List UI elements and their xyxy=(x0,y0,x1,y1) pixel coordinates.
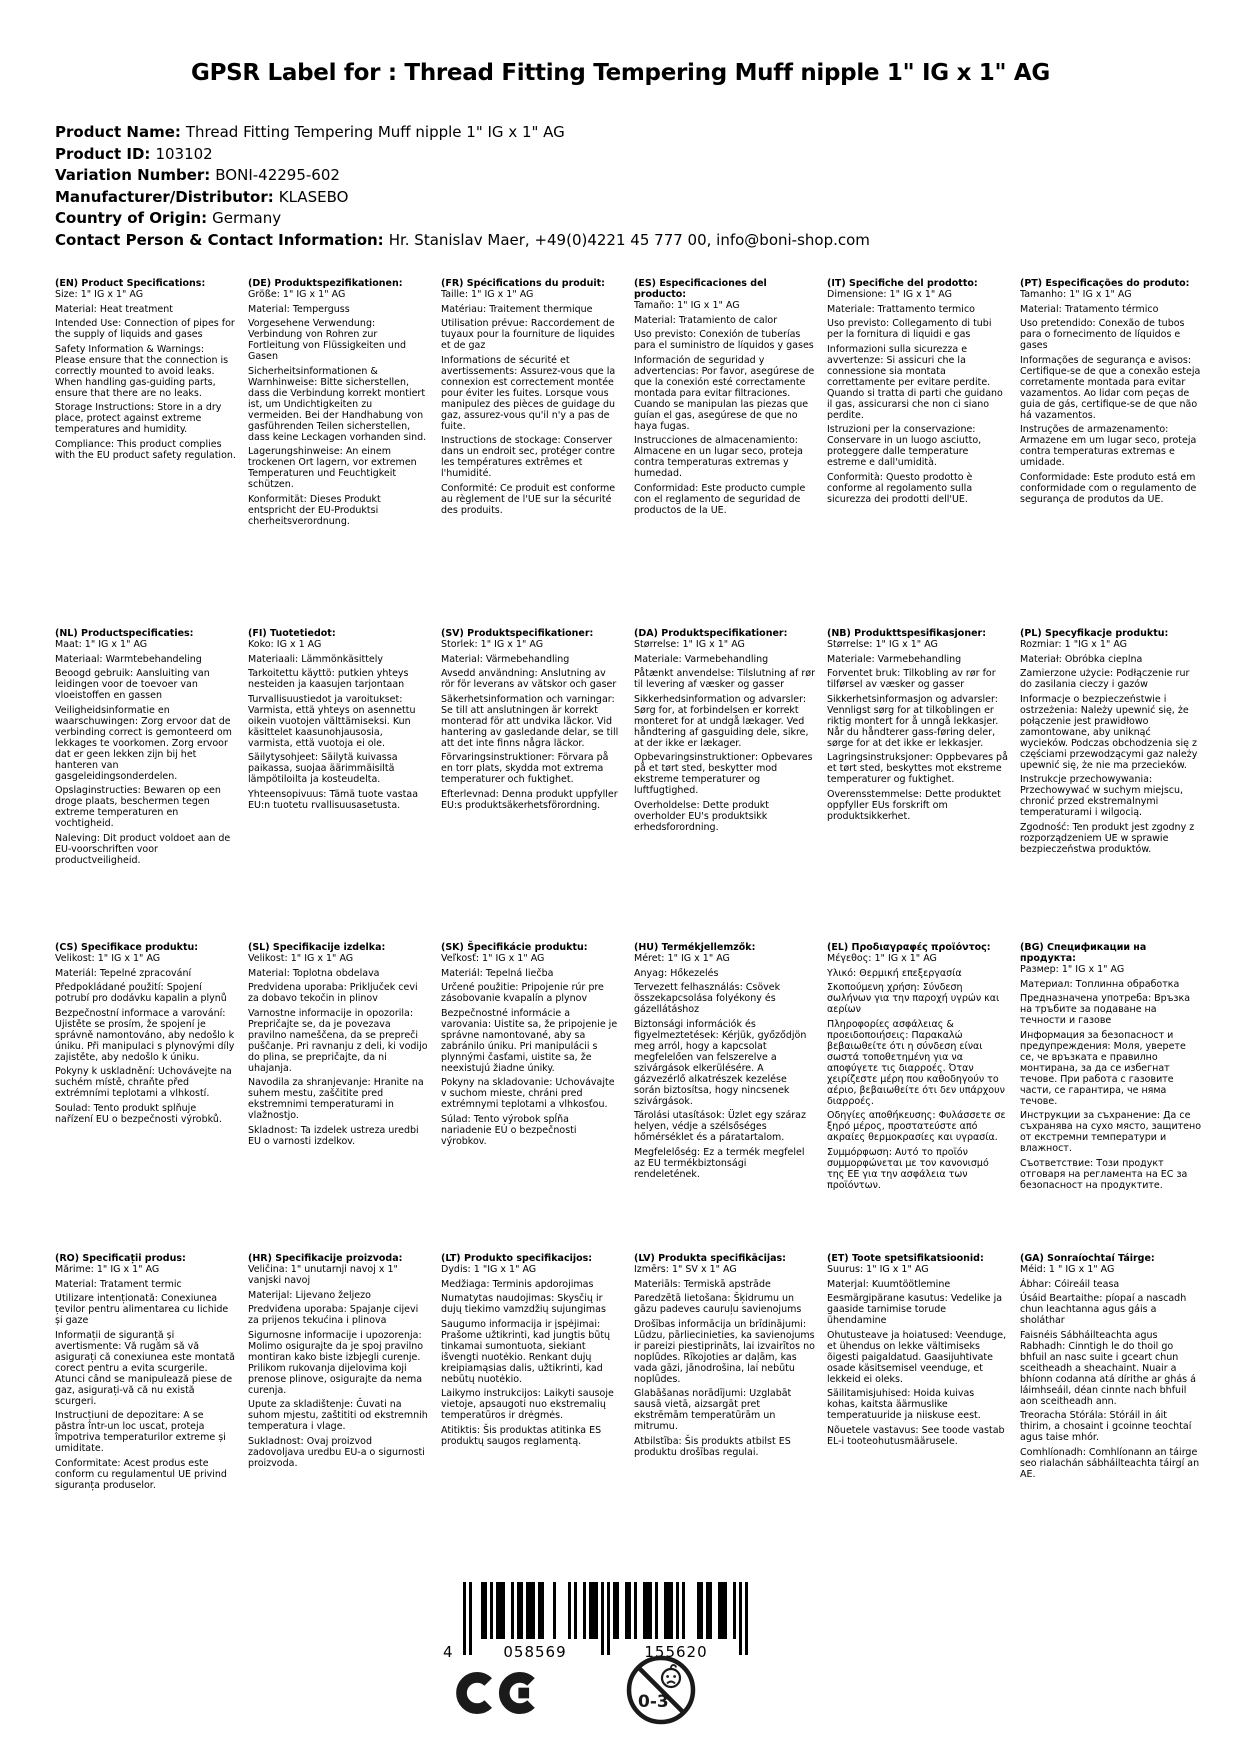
spec-block-title: (SK) Špecifikácie produktu: xyxy=(441,942,588,953)
spec-paragraph: Conformità: Questo prodotto è conforme al regolamento sulla sicurezza dei prodotti dell'UE. xyxy=(827,471,973,505)
info-label: Contact Person & Contact Information: xyxy=(55,230,384,249)
info-value: KLASEBO xyxy=(278,187,349,206)
spec-paragraph: Nõuetele vastavus: See toode vastab EL-i tooteohutusmäärusele. xyxy=(827,1424,1005,1447)
spec-paragraph: Предназначена употреба: Връзка на тръбите за подаване на течности и газове xyxy=(1020,993,1191,1026)
spec-paragraph: Sikkerhetsinformasjon og advarsler: Vennligst sørg for at tilkoblingen er riktig montert for å unngå lekkasjer. Når du håndterer gass-føring deler, sørge for at det ikke er lekkasjer. xyxy=(827,693,999,749)
spec-paragraph: Инструкции за съхранение: Да се съхранява на сухо място, защитено от екстремни температури и влажност. xyxy=(1020,1110,1202,1154)
spec-paragraph: Instruções de armazenamento: Armazene em um lugar seco, proteja contra temperaturas extremas e umidade. xyxy=(1020,424,1197,468)
spec-paragraph: Naleving: Dit product voldoet aan de EU-voorschriften voor productveiligheid. xyxy=(55,832,231,866)
spec-paragraph: Méret: 1" IG x 1" AG xyxy=(634,953,730,964)
spec-paragraph: Suurus: 1" IG x 1" AG xyxy=(827,1264,929,1275)
spec-paragraph: Paredzētā lietošana: Šķidrumu un gāzu padeves cauruļu savienojums xyxy=(634,1293,802,1315)
spec-paragraph: Yhteensopivuus: Tämä tuote vastaa EU:n tuotetu rvallisuusasetusta. xyxy=(248,788,419,811)
spec-block-pl xyxy=(1020,628,1201,942)
spec-paragraph: Glabāšanas norādījumi: Uzglabāt sausā vietā, aizsargāt pret ekstrēmām temperatūrām un mitrumu. xyxy=(634,1388,792,1432)
spec-paragraph: Veiligheidsinformatie en waarschuwingen: Zorg ervoor dat de verbinding correct is gemonteerd om lekkages te voorkomen. Zorg ervoor dat er geen lekken zijn bij het hanteren van gasgeleidingsonderdelen. xyxy=(55,704,232,782)
spec-paragraph: Overholdelse: Dette produkt overholder EU's produktsikk erhedsforordning. xyxy=(634,799,769,833)
spec-block-it xyxy=(827,278,1008,628)
spec-paragraph: Safety Information & Warnings: Please ensure that the connection is correctly mounted to avoid leaks. When handling gas-guiding parts, ensure that there are no leaks. xyxy=(55,343,229,399)
spec-paragraph: Taille: 1" IG x 1" AG xyxy=(441,289,534,300)
barcode-digit-first: 4 xyxy=(443,1643,453,1661)
spec-block-de xyxy=(248,278,429,628)
spec-paragraph: Instructions de stockage: Conserver dans un endroit sec, protéger contre les températures extrêmes et l'humidité. xyxy=(441,435,615,479)
spec-block-hr xyxy=(248,1253,429,1494)
spec-block-bg xyxy=(1020,942,1201,1253)
spec-paragraph: Tamaño: 1" IG x 1" AG xyxy=(634,300,740,311)
spec-paragraph: Eesmärgipärane kasutus: Vedelike ja gaaside tarnimise torude ühendamine xyxy=(827,1293,1003,1326)
spec-paragraph: Размер: 1" IG x 1" AG xyxy=(1020,964,1125,975)
spec-block-title: (LV) Produkta specifikācijas: xyxy=(634,1253,786,1264)
spec-paragraph: Koko: IG x 1 AG xyxy=(248,639,322,650)
spec-paragraph: Laikymo instrukcijos: Laikyti sausoje vietoje, apsaugoti nuo ekstremalių temperatūros ir drėgmės. xyxy=(441,1388,614,1421)
spec-paragraph: Opslaginstructies: Bewaren op een droge plaats, beschermen tegen extreme temperaturen en vochtigheid. xyxy=(55,785,221,829)
spec-block-nl xyxy=(55,628,236,942)
spec-paragraph: Comhlíonadh: Comhlíonann an táirge seo rialachán sábháilteachta táirgí an AE. xyxy=(1020,1446,1200,1480)
spec-paragraph: Материал: Топлинна обработка xyxy=(1020,978,1180,990)
spec-paragraph: Forventet bruk: Tilkobling av rør for tilførsel av væsker og gasser xyxy=(827,668,996,690)
product-id-line xyxy=(55,144,870,166)
spec-block-title: (PT) Especificações do produto: xyxy=(1020,278,1190,289)
spec-paragraph: Soulad: Tento produkt splňuje nařízení EU o bezpečnosti výrobků. xyxy=(55,1102,222,1125)
spec-block-fr xyxy=(441,278,622,628)
spec-block-title: (CS) Specifikace produktu: xyxy=(55,942,199,953)
spec-paragraph: Súlad: Tento výrobok spĺňa nariadenie EÚ o bezpečnosti výrobkov. xyxy=(441,1113,577,1147)
spec-block-sv xyxy=(441,628,622,942)
spec-block-title: (RO) Specificații produs: xyxy=(55,1253,186,1264)
spec-block-title: (GA) Sonraíochtaí Táirge: xyxy=(1020,1253,1155,1264)
age-warning-text: 0-3 xyxy=(638,1692,669,1712)
spec-paragraph: Materiale: Varmebehandling xyxy=(634,653,769,665)
spec-paragraph: Instrucciones de almacenamiento: Almacene en un lugar seco, proteja contra temperaturas extremas y humedad. xyxy=(634,435,803,479)
spec-block-title: (HU) Termékjellemzők: xyxy=(634,942,756,953)
spec-paragraph: Informații de siguranță și avertismente: Vă rugăm să vă asigurați că conexiunea este montată corect pentru a evita scurgerile. Atunci când se manipulează piese de gaz, asigurați-vă că nu există scurgeri. xyxy=(55,1329,235,1407)
spec-paragraph: Conformidad: Este producto cumple con el reglamento de seguridad de productos de la UE. xyxy=(634,482,806,516)
spec-paragraph: Dimensione: 1" IG x 1" AG xyxy=(827,289,952,300)
spec-paragraph: Predvidena uporaba: Priključek cevi za dobavo tekočin in plinov xyxy=(248,982,418,1004)
spec-paragraph: Veličina: 1" unutarnji navoj x 1" vanjski navoj xyxy=(248,1264,398,1286)
spec-block-es xyxy=(634,278,815,628)
spec-paragraph: Informações de segurança e avisos: Certifique-se de que a conexão esteja corretamente montada para evitar vazamentos. Ao lidar com peças de guia de gás, certifique-se de que não há vazamentos. xyxy=(1020,354,1201,421)
spec-paragraph: Påtænkt anvendelse: Tilslutning af rør til levering af væsker og gasser xyxy=(634,668,815,690)
spec-paragraph: Materiaali: Lämmönkäsittely xyxy=(248,653,384,665)
baby-face-icon xyxy=(662,1665,680,1687)
spec-paragraph: Utilisation prévue: Raccordement de tuyaux pour la fourniture de liquides et de gaz xyxy=(441,318,615,351)
spec-paragraph: Sikkerhedsinformation og advarsler: Sørg for, at forbindelsen er korrekt monteret for at undgå lækager. Ved håndtering af gasguiding dele, sikre, at der ikke er lækager. xyxy=(634,693,809,749)
spec-paragraph: Ohutusteave ja hoiatused: Veenduge, et ühendus on lekke vältimiseks õigesti paigaldatud. Gaasijuhtivate osade käsitsemisel veenduge, et lekkeid ei oleks. xyxy=(827,1329,1007,1385)
spec-paragraph: Material: Tratamiento de calor xyxy=(634,314,778,326)
spec-paragraph: Upute za skladištenje: Čuvati na suhom mjestu, zaštititi od ekstremnih temperatura i vlage. xyxy=(248,1399,428,1432)
spec-paragraph: Megfelelőség: Ez a termék megfelel az EU termékbiztonsági rendeletének. xyxy=(634,1146,805,1180)
spec-paragraph: Conformité: Ce produit est conforme au règlement de l'UE sur la sécurité des produits. xyxy=(441,482,616,516)
spec-block-en xyxy=(55,278,236,628)
spec-paragraph: Bezpečnostní informace a varování: Ujistěte se prosím, že spojení je správně namontováno, aby nedošlo k úniku. Při manipulaci s plynovými díly zajistěte, aby nedošlo k úniku. xyxy=(55,1007,235,1063)
info-label: Variation Number: xyxy=(55,166,211,184)
spec-paragraph: Uso previsto: Collegamento di tubi per la fornitura di liquidi e gas xyxy=(827,318,992,340)
product-info xyxy=(55,122,870,251)
spec-paragraph: Navodila za shranjevanje: Hranite na suhem mestu, zaščitite pred ekstremnimi temperaturami in vlažnostjo. xyxy=(248,1077,424,1121)
spec-paragraph: Sigurnosne informacije i upozorenja: Molimo osigurajte da je spoj pravilno montiran kako biste izbjegli curenje. Prilikom rukovanja dijelovima koji prenose plinove, osigurajte da nema curenja. xyxy=(248,1329,424,1396)
spec-paragraph: Säkerhetsinformation och varningar: Se till att anslutningen är korrekt monterad för att undvika läckor. Vid hantering av gasledande delar, se till att det inte finns några läckor. xyxy=(441,693,619,749)
spec-paragraph: Bezpečnostné informácie a varovania: Uistite sa, že pripojenie je správne namontované, aby sa zabránilo úniku. Pri manipulácii s plynnými časťami, uistite sa, že neexistujú žiadne úniky. xyxy=(441,1007,618,1074)
spec-paragraph: Pokyny k uskladnění: Uchovávejte na suchém místě, chraňte před extrémními teplotami a vlhkostí. xyxy=(55,1066,232,1099)
spec-paragraph: Säilitamisjuhised: Hoida kuivas kohas, kaitsta äärmuslike temperatuuride ja niiskuse eest. xyxy=(827,1388,981,1421)
spec-block-title: (EL) Προδιαγραφές προϊόντος: xyxy=(827,942,991,953)
spec-block-da xyxy=(634,628,815,942)
spec-paragraph: Tervezett felhasználás: Csövek összekapcsolása folyékony és gázellátáshoz xyxy=(634,982,781,1015)
spec-paragraph: Tárolási utasítások: Üzlet egy száraz helyen, védje a szélsőséges hőmérséklet és a páratartalom. xyxy=(634,1110,806,1143)
info-label: Product ID: xyxy=(55,144,151,163)
spec-paragraph: Instrucțiuni de depozitare: A se păstra într-un loc uscat, proteja împotriva temperaturilor extreme și umiditate. xyxy=(55,1410,226,1454)
spec-block-title: (EN) Product Specifications: xyxy=(55,278,206,289)
spec-paragraph: Informations de sécurité et avertissements: Assurez-vous que la connexion est correctement montée pour éviter les fuites. Lorsque vous manipulez des pièces de guidage du gaz, assurez-vous qu'il n'y a pas de fuite. xyxy=(441,354,616,432)
spec-paragraph: Matériau: Traitement thermique xyxy=(441,303,593,315)
spec-paragraph: Úsáid Beartaithe: píopaí a nascadh chun leachtanna agus gáis a sholáthar xyxy=(1020,1293,1187,1326)
barcode-digits-left: 058569 xyxy=(503,1643,567,1661)
spec-paragraph: Určené použitie: Pripojenie rúr pre zásobovanie kvapalín a plynov xyxy=(441,982,604,1004)
spec-block-title: (NB) Produkttspesifikasjoner: xyxy=(827,628,987,639)
spec-paragraph: Storlek: 1" IG x 1" AG xyxy=(441,639,544,650)
spec-paragraph: Materiale: Varmebehandling xyxy=(827,653,962,665)
spec-paragraph: Tarkoitettu käyttö: putkien yhteys nesteiden ja kaasujen tarjontaan xyxy=(248,668,409,690)
spec-paragraph: Materiál: Tepelná liečba xyxy=(441,967,554,979)
spec-paragraph: Anyag: Hőkezelés xyxy=(634,967,719,979)
spec-paragraph: Zamierzone użycie: Podłączenie rur do zasilania cieczy i gazów xyxy=(1020,668,1190,690)
spec-paragraph: Intended Use: Connection of pipes for the supply of liquids and gases xyxy=(55,318,235,340)
spec-paragraph: Størrelse: 1" IG x 1" AG xyxy=(634,639,745,650)
spec-block-nb xyxy=(827,628,1008,942)
spec-paragraph: Istruzioni per la conservazione: Conservare in un luogo asciutto, proteggere dalle temperature estreme e dall'umidità. xyxy=(827,424,982,468)
spec-block-sk xyxy=(441,942,622,1253)
spec-paragraph: Sicherheitsinformationen & Warnhinweise: Bitte sicherstellen, dass die Verbindung korrekt montiert ist, um Undichtigkeiten zu vermeiden. Bei der Handhabung von gasführenden Teilen sicherstellen, dass keine Leckagen vorhanden sind. xyxy=(248,365,427,443)
spec-paragraph: Dydis: 1 "IG x 1" AG xyxy=(441,1264,537,1275)
spec-paragraph: Treoracha Stórála: Stóráil in áit thirim, a chosaint i gcoinne teochtaí agus taise mhór. xyxy=(1020,1410,1192,1443)
spec-paragraph: Overensstemmelse: Dette produktet oppfyller EUs forskrift om produktsikkerhet. xyxy=(827,788,1001,822)
spec-paragraph: Biztonsági információk és figyelmeztetések: Kérjük, győződjön meg arról, hogy a kapcsolat megfelelően van felszerelve a szivárgások elkerülésére. A gázvezérlő alkatrészek kezelése során biztosítsa, hogy nincsenek szivárgások. xyxy=(634,1018,807,1107)
spec-paragraph: Beoogd gebruik: Aansluiting van leidingen voor de toevoer van vloeistoffen en gassen xyxy=(55,668,210,701)
spec-block-title: (PL) Specyfikacje produktu: xyxy=(1020,628,1169,639)
spec-paragraph: Materjal: Kuumtöötlemine xyxy=(827,1278,951,1290)
spec-paragraph: Méid: 1 " IG x 1" AG xyxy=(1020,1264,1115,1275)
spec-block-fi xyxy=(248,628,429,942)
spec-block-title: (ET) Toote spetsifikatsioonid: xyxy=(827,1253,984,1264)
spec-paragraph: Informazioni sulla sicurezza e avvertenze: Si assicuri che la connessione sia montata correttamente per evitare perdite. Quando si tratta di parti che guidano il gas, assicurarsi che non ci siano perdite. xyxy=(827,343,1003,421)
spec-paragraph: Rozmiar: 1 "IG x 1" AG xyxy=(1020,639,1128,650)
spec-block-et xyxy=(827,1253,1008,1494)
spec-paragraph: Förvaringsinstruktioner: Förvara på en torr plats, skydda mot extrema temperaturer och fuktighet. xyxy=(441,752,609,785)
spec-paragraph: Opbevaringsinstruktioner: Opbevares på et tørt sted, beskytter mod ekstreme temperaturer og luftfugtighed. xyxy=(634,752,813,796)
spec-paragraph: Informacje o bezpieczeństwie i ostrzeżenia: Należy upewnić się, że połączenie jest prawidłowo zamontowane, aby uniknąć wycieków. Podczas obchodzenia się z częściami przewodzącymi gaz należy upewnić się, że nie ma przecieków. xyxy=(1020,693,1198,771)
spec-paragraph: Materiaal: Warmtebehandeling xyxy=(55,653,202,665)
spec-paragraph: Πληροφορίες ασφάλειας & προειδοποιήσεις: Παρακαλώ βεβαιωθείτε ότι η σύνδεση είναι σωστά τοποθετημένη για να αποφύγετε τις διαρροές. Όταν χειρίζεστε μέρη που καθοδηγούν το αέριο, βεβαιωθείτε ότι δεν υπάρχουν διαρροές. xyxy=(827,1018,1005,1107)
spec-paragraph: Säilytysohjeet: Säilytä kuivassa paikassa, suojaa äärimmäisiltä lämpötiloilta ja kosteudelta. xyxy=(248,752,398,785)
spec-block-title: (NL) Productspecificaties: xyxy=(55,628,194,639)
info-label: Product Name: xyxy=(55,123,181,141)
spec-paragraph: Size: 1" IG x 1" AG xyxy=(55,289,144,300)
info-value: Germany xyxy=(212,209,282,227)
spec-paragraph: Atitiktis: Šis produktas atitinka ES produktų saugos reglamentą. xyxy=(441,1424,602,1447)
spec-paragraph: Atbilstība: Šis produkts atbilst ES produktu drošības regulai. xyxy=(634,1435,791,1458)
info-label: Manufacturer/Distributor: xyxy=(55,187,274,206)
spec-paragraph: Avsedd användning: Anslutning av rör för leverans av vätskor och gaser xyxy=(441,668,617,690)
spec-paragraph: Οδηγίες αποθήκευσης: Φυλάσσετε σε ξηρό μέρος, προστατεύστε από ακραίες θερμοκρασίες και υγρασία. xyxy=(827,1110,1006,1143)
spec-paragraph: Ábhar: Cóireáil teasa xyxy=(1020,1278,1120,1290)
spec-paragraph: Material: Heat treatment xyxy=(55,303,174,315)
spec-block-title: (SV) Produktspecifikationer: xyxy=(441,628,594,639)
age-warning-0-3-icon xyxy=(625,1654,697,1730)
country-of-origin-line xyxy=(55,208,870,230)
ce-mark-icon xyxy=(455,1662,539,1728)
spec-block-lv xyxy=(634,1253,815,1494)
spec-block-title: (LT) Produkto specifikacijos: xyxy=(441,1253,593,1264)
spec-paragraph: Velikost: 1" IG x 1" AG xyxy=(55,953,161,964)
spec-paragraph: Material: Toplotna obdelava xyxy=(248,967,380,979)
spec-paragraph: Información de seguridad y advertencias: Por favor, asegúrese de que la conexión esté correctamente montada para evitar filtraciones. Cuando se manipulan las piezas que guían el gas, asegúrese de que no haya fugas. xyxy=(634,354,815,432)
spec-block-el xyxy=(827,942,1008,1253)
spec-paragraph: Σκοπούμενη χρήση: Σύνδεση σωλήνων για την παροχή υγρών και αερίων xyxy=(827,982,1000,1015)
spec-paragraph: Instrukcje przechowywania: Przechowywać w suchym miejscu, chronić przed ekstremalnymi temperaturami i wilgocią. xyxy=(1020,774,1184,818)
spec-paragraph: Předpokládané použití: Spojení potrubí pro dodávku kapalin a plynů xyxy=(55,982,227,1004)
spec-paragraph: Veľkosť: 1" IG x 1" AG xyxy=(441,953,545,964)
spec-paragraph: Drošības informācija un brīdinājumi: Lūdzu, pārliecinieties, ka savienojums ir pareizi piestiprināts, lai izvairītos no noplūdes. Rīkojoties ar daļām, kas vada gāzi, jānodrošina, lai nebūtu noplūdes. xyxy=(634,1318,815,1385)
spec-paragraph: Materiale: Trattamento termico xyxy=(827,303,975,315)
spec-block-hu xyxy=(634,942,815,1253)
spec-paragraph: Lagringsinstruksjoner: Oppbevares på et tørt sted, beskyttes mot ekstreme temperaturer og fuktighet. xyxy=(827,752,1008,785)
spec-block-ga xyxy=(1020,1253,1201,1494)
spec-paragraph: Medžiaga: Terminis apdorojimas xyxy=(441,1278,594,1290)
spec-paragraph: Информация за безопасност и предупреждения: Моля, уверете се, че връзката е правилно монтирана, за да се избегнат течове. При работа с газовите части, се гарантира, че няма течове. xyxy=(1020,1029,1186,1107)
spec-paragraph: Sukladnost: Ovaj proizvod zadovoljava uredbu EU-a o sigurnosti proizvoda. xyxy=(248,1435,425,1469)
spec-paragraph: Størrelse: 1" IG x 1" AG xyxy=(827,639,938,650)
footer-symbols xyxy=(400,1582,860,1747)
spec-block-title: (ES) Especificaciones del producto: xyxy=(634,278,767,300)
spec-block-title: (HR) Specifikacije proizvoda: xyxy=(248,1253,403,1264)
spec-paragraph: Υλικό: Θερμική επεξεργασία xyxy=(827,967,962,979)
spec-paragraph: Conformitate: Acest produs este conform cu regulamentul UE privind siguranța produselor. xyxy=(55,1457,227,1491)
spec-paragraph: Material: Värmebehandling xyxy=(441,653,570,665)
spec-paragraph: Numatytas naudojimas: Skysčių ir dujų tiekimo vamzdžių sujungimas xyxy=(441,1293,606,1315)
info-value: Hr. Stanislav Maer, +49(0)4221 45 777 00, info@boni-shop.com xyxy=(388,230,870,249)
spec-paragraph: Materiál: Tepelné zpracování xyxy=(55,967,192,979)
spec-paragraph: Storage Instructions: Store in a dry place, protect against extreme temperatures and humidity. xyxy=(55,402,222,435)
spec-paragraph: Izmērs: 1" SV x 1" AG xyxy=(634,1264,737,1275)
spec-paragraph: Materijal: Lijevano željezo xyxy=(248,1289,371,1301)
spec-paragraph: Συμμόρφωση: Αυτό το προϊόν συμμορφώνεται με τον κανονισμό της ΕΕ για την ασφάλεια των προϊόντων. xyxy=(827,1146,989,1191)
spec-paragraph: Faisnéis Sábháilteachta agus Rabhadh: Cinntigh le do thoil go bhfuil an nasc suite i gceart chun sceitheadh a sheachaint. Nuair a bhíonn codanna atá dírithe ar ghás á láimhseáil, déan cinnte nach bhfuil aon sceitheadh ann. xyxy=(1020,1329,1196,1407)
product-name-line xyxy=(55,122,870,144)
spec-block-title: (FR) Spécifications du produit: xyxy=(441,278,605,289)
spec-paragraph: Turvallisuustiedot ja varoitukset: Varmista, että yhteys on asennettu oikein vuotojen välttämiseksi. Kun käsittelet kaasunohjausosia, varmista, että vuotoja ei ole. xyxy=(248,693,416,749)
spec-block-sl xyxy=(248,942,429,1253)
spec-paragraph: Utilizare intenționată: Conexiunea țevilor pentru alimentarea cu lichide și gaze xyxy=(55,1293,229,1326)
spec-paragraph: Μέγεθος: 1" IG x 1" AG xyxy=(827,953,937,964)
spec-block-lt xyxy=(441,1253,622,1494)
spec-block-title: (IT) Specifiche del prodotto: xyxy=(827,278,978,289)
spec-paragraph: Skladnost: Ta izdelek ustreza uredbi EU o varnosti izdelkov. xyxy=(248,1124,419,1147)
spec-paragraph: Uso pretendido: Conexão de tubos para o fornecimento de líquidos e gases xyxy=(1020,318,1185,351)
info-value: Thread Fitting Tempering Muff nipple 1" IG x 1" AG xyxy=(185,123,565,141)
spec-block-title: (FI) Tuotetiedot: xyxy=(248,628,336,639)
barcode-digits-right: 155620 xyxy=(644,1643,708,1661)
spec-paragraph: Tamanho: 1" IG x 1" AG xyxy=(1020,289,1132,300)
contact-line xyxy=(55,230,870,252)
spec-paragraph: Größe: 1" IG x 1" AG xyxy=(248,289,346,300)
spec-paragraph: Lagerungshinweise: An einem trockenen Ort lagern, vor extremen Temperaturen und Feuchtigkeit schützen. xyxy=(248,446,417,490)
spec-paragraph: Conformidade: Este produto está em conformidade com o regulamento de segurança de produtos da UE. xyxy=(1020,471,1197,505)
spec-paragraph: Uso previsto: Conexión de tuberías para el suministro de líquidos y gases xyxy=(634,329,814,351)
variation-number-line xyxy=(55,165,870,187)
spec-paragraph: Material: Tratament termic xyxy=(55,1278,182,1290)
spec-block-ro xyxy=(55,1253,236,1494)
spec-paragraph: Materiāls: Termiskā apstrāde xyxy=(634,1278,771,1290)
spec-block-cs xyxy=(55,942,236,1253)
spec-paragraph: Saugumo informacija ir įspėjimai: Prašome užtikrinti, kad jungtis būtų tinkamai sumontuota, siekiant išvengti nuotėkio. Renkant dujų kreipiamąsias dalis, užtikrinti, kad nebūtų nuotėkio. xyxy=(441,1318,611,1385)
spec-paragraph: Materiał: Obróbka cieplna xyxy=(1020,653,1143,665)
spec-paragraph: Konformität: Dieses Produkt entspricht der EU-Produktsi cherheitsverordnung. xyxy=(248,493,381,527)
manufacturer-line xyxy=(55,187,870,209)
spec-paragraph: Maat: 1" IG x 1" AG xyxy=(55,639,148,650)
spec-paragraph: Material: Tratamento térmico xyxy=(1020,303,1159,315)
spec-paragraph: Efterlevnad: Denna produkt uppfyller EU:s produktsäkerhetsförordning. xyxy=(441,788,618,811)
spec-block-title: (BG) Спецификации на продукта: xyxy=(1020,942,1147,964)
spec-paragraph: Compliance: This product complies with the EU product safety regulation. xyxy=(55,438,236,461)
spec-paragraph: Vorgesehene Verwendung: Verbindung von Rohren zur Fortleitung von Flüssigkeiten und Gasen xyxy=(248,318,407,362)
spec-paragraph: Zgodność: Ten produkt jest zgodny z rozporządzeniem UE w sprawie bezpieczeństwa produktów. xyxy=(1020,821,1195,855)
spec-block-title: (SL) Specifikacije izdelka: xyxy=(248,942,386,953)
barcode xyxy=(443,1582,748,1661)
page-title: GPSR Label for : Thread Fitting Tempering Muff nipple 1" IG x 1" AG xyxy=(191,60,1050,86)
spec-paragraph: Varnostne informacije in opozorila: Prepričajte se, da je povezava pravilno nameščena, da se prepreči puščanje. Pri ravnanju z deli, ki vodijo do plina, se prepričajte, da ni uhajanja. xyxy=(248,1007,428,1074)
spec-paragraph: Velikost: 1" IG x 1" AG xyxy=(248,953,354,964)
spec-grid xyxy=(55,278,1201,1494)
spec-block-pt xyxy=(1020,278,1201,628)
info-value: 103102 xyxy=(155,144,213,163)
info-label: Country of Origin: xyxy=(55,209,208,227)
spec-paragraph: Material: Temperguss xyxy=(248,303,350,315)
spec-paragraph: Pokyny na skladovanie: Uchovávajte v suchom mieste, chráni pred extrémnymi teplotami a vlhkosťou. xyxy=(441,1077,615,1110)
spec-paragraph: Съответствие: Този продукт отговаря на регламента на ЕС за безопасност на продуктите. xyxy=(1020,1157,1188,1191)
spec-block-title: (DA) Produktspecifikationer: xyxy=(634,628,788,639)
info-value: BONI-42295-602 xyxy=(215,166,340,184)
spec-paragraph: Predviđena uporaba: Spajanje cijevi za prijenos tekućina i plinova xyxy=(248,1304,419,1326)
spec-block-title: (DE) Produktspezifikationen: xyxy=(248,278,403,289)
spec-paragraph: Mărime: 1" IG x 1" AG xyxy=(55,1264,160,1275)
